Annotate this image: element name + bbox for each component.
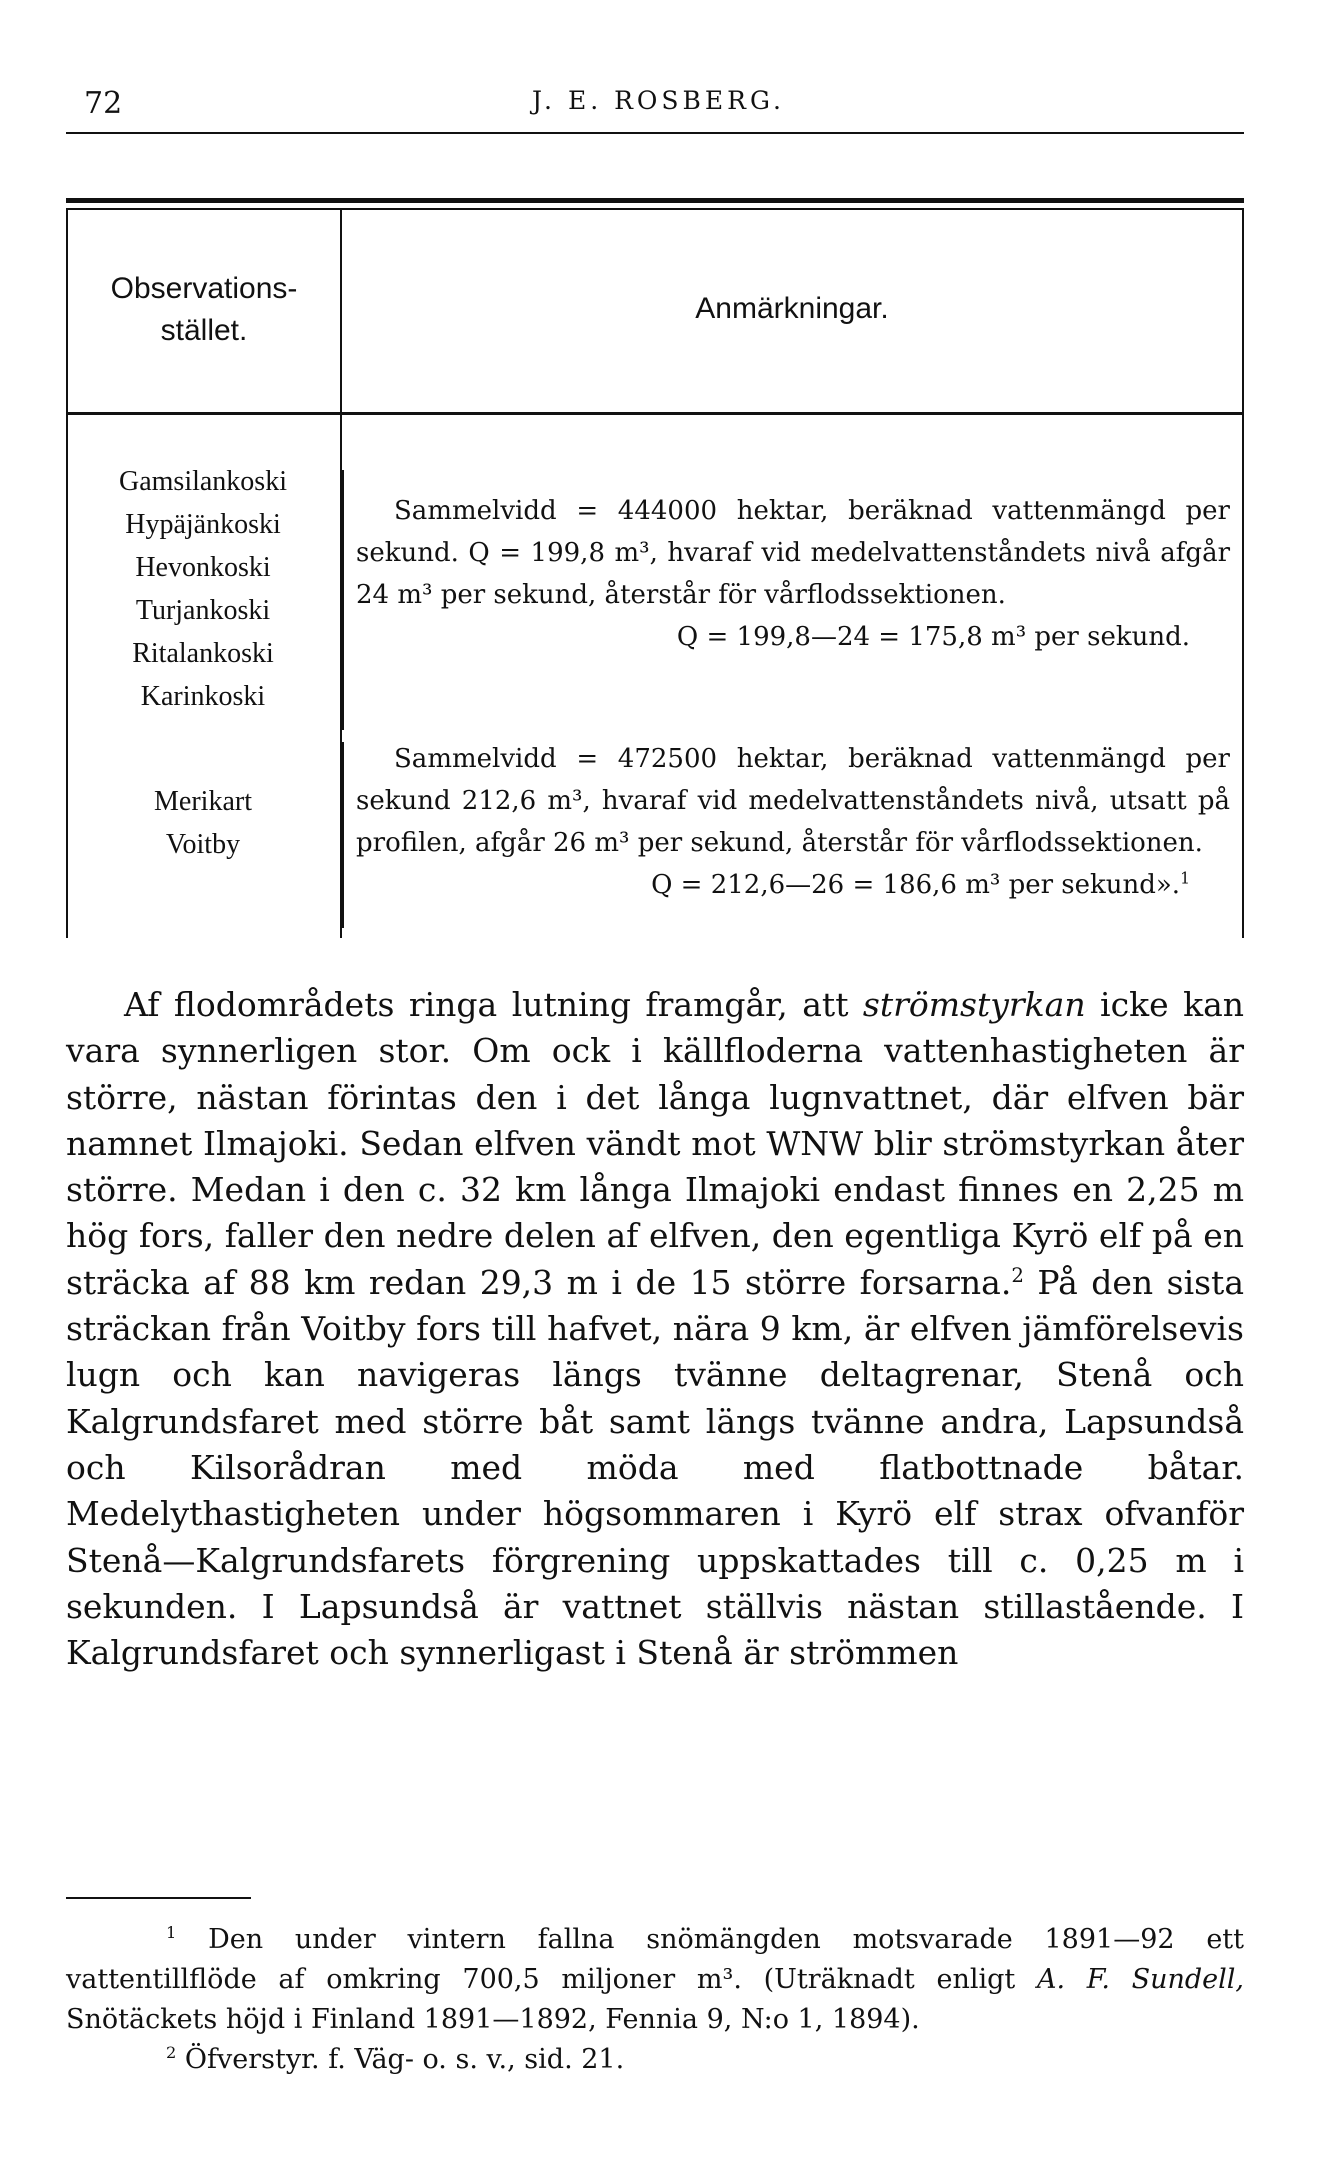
remark-group-2 bbox=[356, 738, 1230, 906]
running-title: J. E. ROSBERG. bbox=[531, 86, 786, 115]
brace-group-2 bbox=[342, 742, 344, 928]
column-header-remarks: Anmärkningar. bbox=[695, 292, 889, 325]
footnote bbox=[66, 2040, 1244, 2080]
place-name: Hevonkoski bbox=[135, 552, 271, 583]
footnote-text: Snötäckets höjd i Finland 1891—1892, Fennia 9, N:o 1, 1894). bbox=[66, 2004, 920, 2035]
footnote-mark: 2 bbox=[166, 2043, 177, 2062]
place-name: Merikart bbox=[154, 786, 252, 817]
footnote-ref: 1 bbox=[1180, 869, 1190, 888]
footnote-rule bbox=[66, 1897, 251, 1899]
footnotes bbox=[66, 1920, 1244, 2080]
column-header-observation-place-text: Observations- stället. bbox=[110, 272, 298, 347]
footnote-ref: 2 bbox=[1011, 1263, 1024, 1287]
table-top-rule bbox=[66, 198, 1244, 203]
remark-text: Sammelvidd = 444000 hektar, beräknad vattenmängd per sekund. Q = 199,8 m³, hvaraf vid medelvattenståndets nivå afgår 24 m³ per sekund, återstår för vårflodssektionen. bbox=[356, 496, 1230, 610]
place-name: Karinkoski bbox=[140, 681, 266, 712]
place-name: Turjankoski bbox=[135, 595, 271, 626]
place-list-group-2 bbox=[72, 780, 334, 866]
footnote-text: Öfverstyr. f. Väg- o. s. v., sid. 21. bbox=[176, 2044, 625, 2075]
text-run: Af flodområdets ringa lutning framgår, att bbox=[124, 985, 863, 1024]
place-name: Ritalankoski bbox=[132, 638, 274, 669]
place-name: Hypäjänkoski bbox=[125, 509, 281, 540]
header-rule bbox=[66, 132, 1244, 134]
footnote bbox=[66, 1920, 1244, 2040]
place-list-group-1 bbox=[72, 460, 334, 718]
paragraph bbox=[66, 982, 1244, 1676]
emphasis: strömstyrkan bbox=[862, 985, 1086, 1024]
column-header-observation-place bbox=[70, 268, 338, 352]
footnote-author: A. F. Sundell, bbox=[1036, 1964, 1245, 1995]
table-top-rule-thin bbox=[66, 208, 1244, 210]
remark-group-1 bbox=[356, 490, 1230, 658]
table-header-rule bbox=[66, 412, 1244, 415]
remark-formula bbox=[356, 864, 1230, 906]
text-run: På den sista sträckan från Voitby fors till hafvet, nära 9 km, är elfven jämförelsevis lugn och kan navigeras längs tvänne deltagrenar, Stenå och Kalgrundsfaret med större båt samt längs tvänne andra, Lapsundså och Kilsorådran med möda med flatbottnade båtar. Medelythastigheten under högsommaren i Kyrö elf strax ofvanför Stenå—Kalgrundsfarets förgrening uppskattades till c. 0,25 m i sekunden. I Lapsundså är vattnet ställvis nästan stillastående. I Kalgrundsfaret och synnerligast i Stenå är strömmen bbox=[66, 1262, 1244, 1673]
body-text bbox=[66, 982, 1244, 1676]
place-name: Gamsilankoski bbox=[119, 466, 287, 497]
footnote-text: Den under vintern fallna snömängden motsvarade 1891—92 ett vattentillflöde af omkring 700,5 miljoner m³. (Uträknadt enligt bbox=[66, 1924, 1244, 1995]
remark-text: Sammelvidd = 472500 hektar, beräknad vattenmängd per sekund 212,6 m³, hvaraf vid medelvattenståndets nivå, utsatt på profilen, afgår 26 m³ per sekund, återstår för vårflodssektionen. bbox=[356, 744, 1230, 858]
page-number: 72 bbox=[84, 86, 123, 121]
footnote-mark: 1 bbox=[166, 1923, 177, 1942]
place-name: Voitby bbox=[165, 829, 241, 860]
brace-group-1 bbox=[342, 470, 344, 730]
table-right-border bbox=[1242, 208, 1244, 938]
table-left-border bbox=[66, 208, 68, 938]
remark-formula: Q = 199,8—24 = 175,8 m³ per sekund. bbox=[676, 622, 1190, 652]
text-run: icke kan vara synnerligen stor. Om ock i källfloderna vattenhastigheten är större, nästan förintas den i det långa lugnvattnet, där elfven bär namnet Ilmajoki. Sedan elfven vändt mot WNW blir strömstyrkan åter större. Medan i den c. 32 km långa Ilmajoki endast finnes en 2,25 m hög fors, faller den nedre delen af elfven, den egentliga Kyrö elf på en sträcka af 88 km redan 29,3 m i de 15 större forsarna. bbox=[66, 985, 1245, 1302]
formula-text: Q = 212,6—26 = 186,6 m³ per sekund». bbox=[651, 870, 1181, 900]
